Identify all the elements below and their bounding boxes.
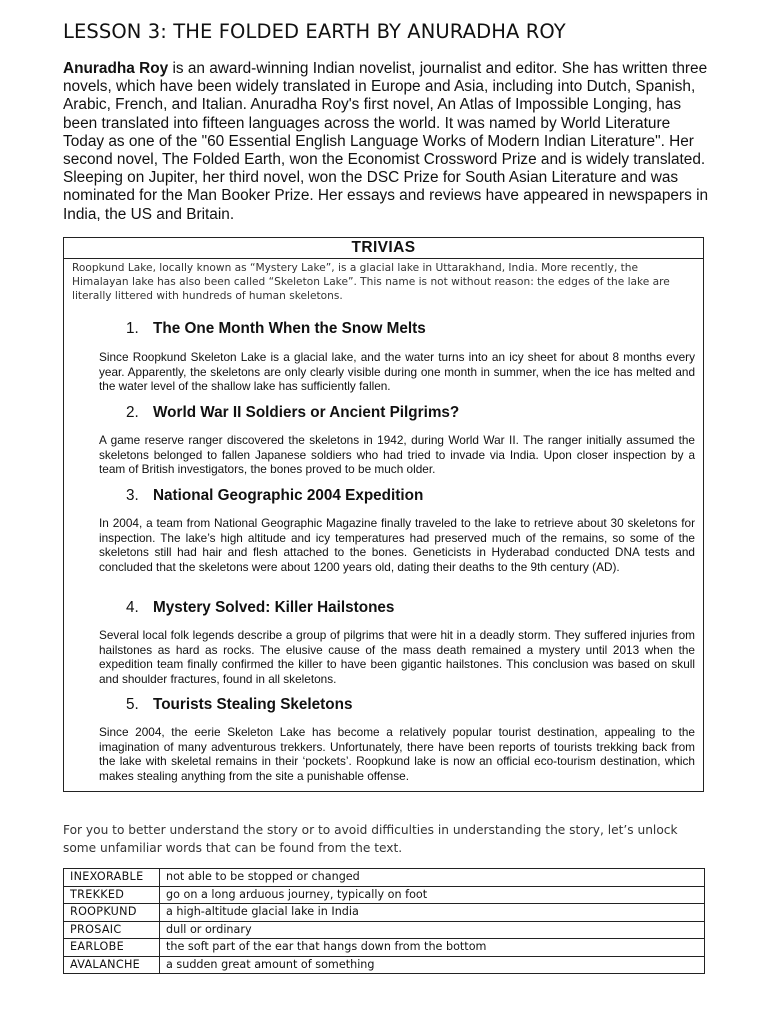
lesson-title: LESSON 3: THE FOLDED EARTH BY ANURADHA ROY <box>63 20 566 43</box>
trivia-item-text: A game reserve ranger discovered the skeletons in 1942, during World War II. The ranger initially assumed the skeletons belonged to fallen Japanese soldiers who had tried to invade via India. Upon closer inspection by a team of British investigators, the bones proved to be much older. <box>99 433 695 476</box>
trivia-item-heading <box>126 404 646 422</box>
trivia-item-text: Since Roopkund Skeleton Lake is a glacial lake, and the water turns into an icy sheet for about 8 months every year. Apparently, the skeletons are only clearly visible during one month in summer, when the ice has melted and the water level of the shallow lake has sufficiently fallen. <box>99 350 695 393</box>
vocab-word: AVALANCHE <box>64 956 160 974</box>
vocabulary-intro: For you to better understand the story or to avoid difficulties in understanding the story, let’s unlock some unfamiliar words that can be found from the text. <box>63 823 678 855</box>
trivia-item-title: The One Month When the Snow Melts <box>153 320 426 337</box>
trivia-item-title: National Geographic 2004 Expedition <box>153 487 424 504</box>
author-name: Anuradha Roy <box>63 60 169 77</box>
trivia-item-text: Several local folk legends describe a group of pilgrims that were hit in a deadly storm. They suffered injuries from hailstones as hard as rocks. The elusive cause of the mass death remained a mystery until 2013 when the expedition team finally confirmed the killer to have been gigantic hailstones. This conclusion was based on skull and shoulder fractures, found in all skeletons. <box>99 628 695 686</box>
table-row <box>64 956 705 974</box>
table-row <box>64 869 705 887</box>
trivia-item-number: 1. <box>126 320 139 337</box>
vocab-meaning: not able to be stopped or changed <box>160 869 705 887</box>
table-row <box>64 886 705 904</box>
vocab-meaning: a sudden great amount of something <box>160 956 705 974</box>
trivia-item-number: 5. <box>126 696 139 713</box>
trivia-item-number: 2. <box>126 404 139 421</box>
trivia-item-title: Tourists Stealing Skeletons <box>153 696 353 713</box>
vocab-word: INEXORABLE <box>64 869 160 887</box>
vocab-word: ROOPKUND <box>64 904 160 922</box>
trivia-item-number: 4. <box>126 599 139 616</box>
vocab-word: PROSAIC <box>64 921 160 939</box>
table-row <box>64 921 705 939</box>
table-row <box>64 939 705 957</box>
vocab-meaning: the soft part of the ear that hangs down from the bottom <box>160 939 705 957</box>
author-intro-text: is an award-winning Indian novelist, journalist and editor. She has written three novels, which have been widely translated in Europe and Asia, including into Dutch, Spanish, Arabic, French, and Italian. Anuradha Roy's first novel, An Atlas of Impossible Longing, has been translated into fifteen languages across the world. It was named by World Literature Today as one of the "60 Essential English Language Works of Modern Indian Literature". Her second novel, The Folded Earth, won the Economist Crossword Prize and is widely translated. Sleeping on Jupiter, her third novel, won the DSC Prize for South Asian Literature and was nominated for the Man Booker Prize. Her essays and reviews have appeared in newspapers in India, the US and Britain. <box>63 60 709 223</box>
vocab-meaning: a high-altitude glacial lake in India <box>160 904 705 922</box>
trivia-item-text: Since 2004, the eerie Skeleton Lake has become a relatively popular tourist destination, appealing to the imagination of many adventurous trekkers. Unfortunately, there have been reports of tourists trekking back from the lake with skeletal remains in their ‘pockets’. Roopkund lake is now an official eco-tourism destination, which makes stealing anything from the site a punishable offense. <box>99 725 695 783</box>
trivia-heading: TRIVIAS <box>64 238 703 259</box>
trivia-item-heading <box>126 320 646 338</box>
trivia-item-heading <box>126 487 646 505</box>
trivia-intro: Roopkund Lake, locally known as “Mystery Lake”, is a glacial lake in Uttarakhand, India. More recently, the Himalayan lake has also been called “Skeleton Lake”. This name is not without reason: the edges of the lake are literally littered with hundreds of human skeletons. <box>72 262 670 302</box>
trivia-item-text: In 2004, a team from National Geographic Magazine finally traveled to the lake to retrieve about 30 skeletons for inspection. The lake’s high altitude and icy temperatures had preserved much of the remains, so some of the skeletons still had hair and flesh attached to the bones. Geneticists in Hyderabad conducted DNA tests and concluded that the skeletons were about 1200 years old, dating their deaths to the 9th century (AD). <box>99 516 695 574</box>
trivia-item-title: Mystery Solved: Killer Hailstones <box>153 599 395 616</box>
author-intro <box>63 60 713 224</box>
trivia-item-heading <box>126 599 646 617</box>
vocab-word: EARLOBE <box>64 939 160 957</box>
trivia-box <box>63 237 704 792</box>
table-row <box>64 904 705 922</box>
trivia-item-title: World War II Soldiers or Ancient Pilgrims? <box>153 404 460 421</box>
trivia-item-number: 3. <box>126 487 139 504</box>
vocabulary-table <box>63 868 705 974</box>
vocab-meaning: dull or ordinary <box>160 921 705 939</box>
vocab-word: TREKKED <box>64 886 160 904</box>
vocab-meaning: go on a long arduous journey, typically on foot <box>160 886 705 904</box>
trivia-item-heading <box>126 696 646 714</box>
